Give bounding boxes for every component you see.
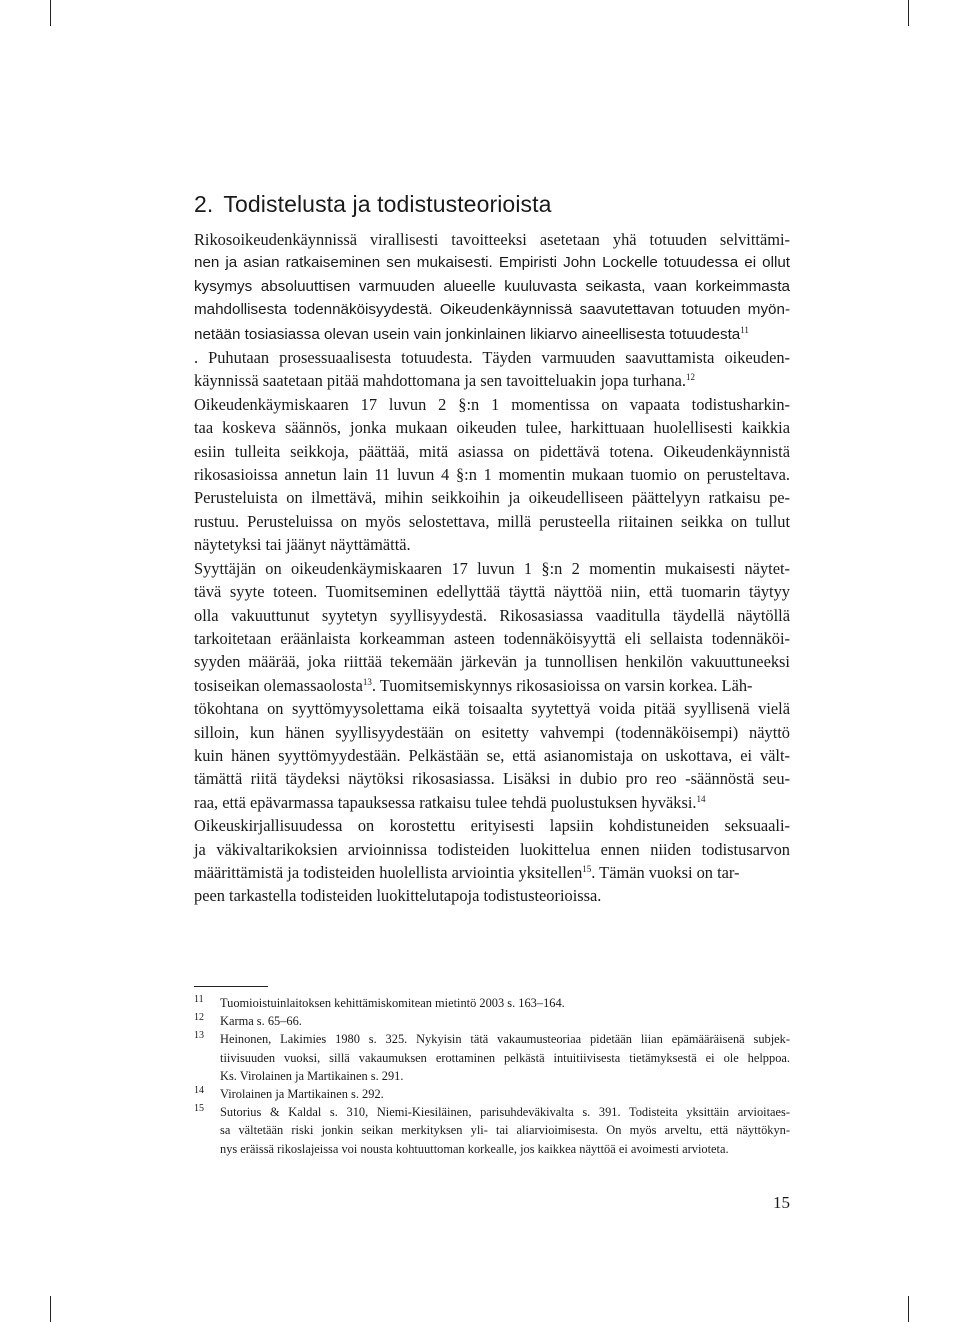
footnote-number: 13 [194, 1030, 204, 1042]
footnote-line: Tuomioistuinlaitoksen kehittämiskomitean mietintö 2003 s. 163–164. [220, 996, 565, 1010]
text-line: Oikeudenkäymiskaaren 17 luvun 2 §:n 1 momentissa on vapaata todistusharkin- [194, 394, 790, 414]
footnote-separator [194, 986, 268, 987]
body-text [194, 228, 790, 908]
text-line: ja väkivaltarikoksien arvioinnissa todisteiden luokittelua ennen niiden todistusarvon [194, 839, 790, 859]
footnote [194, 1085, 790, 1103]
footnote [194, 994, 790, 1012]
text-line: peen tarkastella todisteiden luokittelutapoja todistusteorioissa. [194, 886, 602, 906]
text-line: tosiseikan olemassaolosta$^{13}$. Tuomitsemiskynnys rikosasioissa on varsin korkea. Läh- [194, 675, 753, 695]
text-line: Oikeuskirjallisuudessa on korostettu erityisesti lapsiin kohdistuneiden seksuaali- [194, 816, 790, 836]
crop-mark [908, 0, 909, 26]
text-line: . Puhutaan prosessuaalisesta totuudesta. Täyden varmuuden saavuttamista oikeuden- [194, 348, 790, 368]
text-line: mahdollisesta todennäköisyydestä. Oikeudenkäynnissä saavutettavan totuuden myön- [194, 301, 790, 319]
footnotes [194, 994, 790, 1158]
footnote-line: Virolainen ja Martikainen s. 292. [220, 1087, 384, 1102]
text-line: rikosasioissa annetun lain 11 luvun 4 §:n 1 momentin mukaan tuomio on perusteltava. [194, 465, 790, 485]
text-line: kuin hänen syyttömyydestään. Pelkästään se, että asianomistaja on uskottava, ei vält- [194, 745, 790, 765]
text-line: tökohtana on syyttömyysolettama eikä toisaalta syytettyä voida pitää syyllisenä vielä [194, 699, 790, 719]
footnote-ref: 14 [696, 793, 706, 804]
footnote-line: tiivisuuden vuoksi, sillä vakaumuksen erottaminen pelkästä intuitiivisesta tietämyksestä ei ole helppoa. [220, 1050, 790, 1065]
chapter-title: Todistelusta ja todistusteorioista [223, 191, 552, 218]
text-line: määrittämistä ja todisteiden huolellista arviointia yksitellen$^{15}$. Tämän vuoksi on tar- [194, 862, 740, 882]
text-line: olla vakuuttunut syytetyn syyllisyydestä. Rikosasiassa vaaditulla täydellä näytöllä [194, 605, 790, 625]
footnote-number: 12 [194, 1012, 204, 1024]
footnote-line: Sutorius & Kaldal s. 310, Niemi-Kiesiläinen, parisuhdeväkivalta s. 391. Todisteita yksittäin arvioitaes- [220, 1105, 790, 1120]
footnote [194, 1012, 790, 1030]
footnote-line: Ks. Virolainen ja Martikainen s. 291. [220, 1068, 404, 1083]
text-line: taa koskeva säännös, jonka mukaan oikeuden tulee, harkittuaan huolellisesti kaikkia [194, 418, 790, 438]
page-number: 15 [773, 1193, 790, 1212]
crop-mark [50, 1296, 51, 1322]
text-line: tävä syyte toteen. Tuomitseminen edellyttää täyttä näyttöä niin, että tuomarin täytyy [194, 582, 790, 602]
footnote-ref: 13 [362, 676, 372, 687]
footnote-line: Heinonen, Lakimies 1980 s. 325. Nykyisin tätä vakaumusteoriaa pidetään liian epämääräisenä subjek- [220, 1032, 790, 1047]
paragraph [194, 814, 790, 908]
text-line: Perusteluista on ilmettävä, mihin seikkoihin ja oikeudelliseen päättelyyn ratkaisu pe- [194, 488, 790, 508]
paragraph [194, 393, 790, 557]
text-line: käynnissä saatetaan pitää mahdottomana ja sen tavoitteluakin jopa turhana.$^{12}$ [194, 371, 696, 391]
text-line: Syyttäjän on oikeudenkäymiskaaren 17 luvun 1 §:n 2 momentin mukaisesti näytet- [194, 558, 790, 578]
footnote-ref: 15 [582, 863, 592, 874]
footnote-line: nys eräissä rikoslajeissa voi nousta kohtuuttoman korkealle, jos kaikkea näyttöä ei avoimesti arvioteta. [220, 1141, 729, 1156]
footnote-ref: 11 [740, 324, 749, 335]
footnote-number: 14 [194, 1085, 204, 1097]
footnote-line: Karma s. 65–66. [220, 1014, 302, 1029]
footnote-number: 11 [194, 994, 204, 1005]
footnote [194, 1103, 790, 1158]
text-line: syyden määrää, joka riittää tekemään järkevän ja tunnollisen henkilön vakuuttuneeksi [194, 652, 790, 672]
text-line: tämättä riitä täydeksi näytöksi rikosasiassa. Lisäksi in dubio pro reo -säännöstä seu- [194, 769, 790, 789]
footnote-line: sa vältetään riski jonkin seikan merkityksen yli- tai aliarvioimisesta. On myös arveltu, että näyttökyn- [220, 1123, 790, 1138]
text-line: silloin, kun hänen syyllisyydestään on esitetty vahvempi (todennäköisempi) näyttö [194, 722, 790, 742]
text-line: Rikosoikeudenkäynnissä virallisesti tavoitteeksi asetetaan yhä totuuden selvittämi- [194, 230, 790, 249]
text-line: netään tosiasiassa olevan usein vain jonkinlainen likiarvo aineellisesta totuudesta$^{11}$ [194, 324, 749, 343]
crop-mark [50, 0, 51, 26]
paragraph [194, 557, 790, 814]
text-line: tarkoitetaan eräänlaista korkeamman asteen todennäköisyyttä eli sellaista todennäköi- [194, 628, 790, 648]
footnote [194, 1030, 790, 1085]
text-line: nen ja asian ratkaiseminen sen mukaisesti. Empiristi John Lockelle totuudessa ei ollut [194, 254, 790, 272]
chapter-number: 2. [194, 191, 214, 218]
text-line: rustuu. Perusteluissa on myös selostettava, millä perusteella riitainen seikka on tullut [194, 511, 790, 531]
paragraph [194, 228, 790, 393]
crop-mark [908, 1296, 909, 1322]
text-line: raa, että epävarmassa tapauksessa ratkaisu tulee tehdä puolustuksen hyväksi.$^{14}$ [194, 792, 706, 812]
text-line: näytetyksi tai jäänyt näyttämättä. [194, 535, 411, 555]
chapter-heading [194, 191, 794, 218]
text-line: kysymys absoluuttisen varmuuden alueelle kuuluvasta seikasta, vaan korkeimmasta [194, 277, 790, 295]
footnote-number: 15 [194, 1103, 204, 1115]
footnote-ref: 12 [686, 372, 696, 383]
text-line: esiin tulleita seikkoja, päättää, mitä asiassa on pidettävä totena. Oikeudenkäynnistä [194, 441, 790, 461]
